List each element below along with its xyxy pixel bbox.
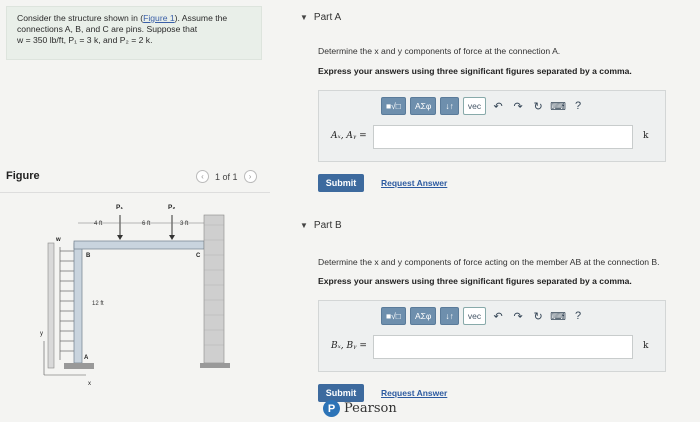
member-bc — [74, 241, 204, 249]
left-support — [48, 243, 54, 368]
caret-down-icon: ▼ — [300, 221, 308, 230]
part-a-submit-button[interactable]: Submit — [318, 174, 364, 192]
math-toolbar — [381, 307, 586, 325]
pearson-icon: P — [323, 400, 340, 417]
figure-label: Figure — [6, 170, 40, 182]
keyboard-icon[interactable]: ⌨ — [550, 310, 567, 323]
label-p2: P₂ — [168, 204, 176, 211]
redo-icon[interactable]: ↷ — [513, 310, 523, 323]
figure-pager — [196, 170, 257, 183]
label-p1: P₁ — [116, 204, 124, 211]
part-a-answer-input[interactable] — [373, 125, 633, 149]
templates-button[interactable]: ■√□ — [381, 97, 406, 115]
arrows-button[interactable]: ↓↑ — [440, 307, 459, 325]
vec-button[interactable]: vec — [463, 97, 486, 115]
pearson-logo — [323, 400, 397, 417]
caret-down-icon: ▼ — [300, 13, 308, 22]
part-a-unit: k — [643, 131, 649, 141]
figure-link[interactable]: Figure 1 — [143, 13, 175, 23]
label-a: A — [84, 355, 89, 361]
pager-text: 1 of 1 — [215, 171, 238, 182]
help-icon[interactable]: ? — [575, 310, 582, 322]
dim-3ft: 3 ft — [180, 221, 189, 227]
math-toolbar — [381, 97, 586, 115]
part-b-request-answer-link[interactable]: Request Answer — [381, 388, 448, 398]
part-a-instruction: Express your answers using three significant figures separated by a comma. — [318, 66, 632, 76]
part-b-question: Determine the x and y components of force acting on the member AB at the connection B. — [318, 257, 660, 267]
label-w: w — [56, 237, 61, 243]
part-b-unit: k — [643, 341, 649, 351]
vec-button[interactable]: vec — [463, 307, 486, 325]
distributed-load — [60, 247, 74, 360]
part-b-instruction: Express your answers using three significant figures separated by a comma. — [318, 276, 632, 286]
dim-6ft: 6 ft — [142, 221, 151, 227]
part-a-question: Determine the x and y components of force at the connection A. — [318, 46, 561, 56]
base-support — [64, 363, 94, 369]
problem-text: Consider the structure shown in ( — [17, 13, 144, 23]
problem-statement — [6, 6, 262, 60]
keyboard-icon[interactable]: ⌨ — [550, 100, 567, 113]
problem-text: ). Assume the — [174, 13, 228, 23]
divider — [0, 192, 270, 193]
right-wall — [204, 215, 224, 363]
part-b-header[interactable] — [300, 220, 342, 231]
part-b-answer-box — [318, 300, 666, 372]
label-y: y — [40, 331, 43, 337]
problem-text: w = 350 lb/ft, P₁ = 3 k, and P₂ = 2 k. — [17, 35, 153, 45]
part-b-submit-button[interactable]: Submit — [318, 384, 364, 402]
structure-figure — [40, 195, 250, 390]
part-b-title: Part B — [313, 220, 342, 231]
part-a-header[interactable] — [300, 12, 341, 23]
arrows-button[interactable]: ↓↑ — [440, 97, 459, 115]
part-a-title: Part A — [313, 12, 342, 23]
label-x: x — [88, 381, 91, 387]
point-loads — [120, 215, 172, 239]
chevron-right-icon[interactable]: › — [244, 170, 257, 183]
pearson-name: Pearson — [344, 401, 397, 416]
symbols-button[interactable]: AΣφ — [410, 307, 436, 325]
problem-text: connections A, B, and C are pins. Suppose that — [17, 24, 198, 34]
part-a-request-answer-link[interactable]: Request Answer — [381, 178, 448, 188]
part-b-answer-input[interactable] — [373, 335, 633, 359]
part-b-answer-label: Bₓ, Bᵧ = — [331, 341, 367, 351]
undo-icon[interactable]: ↶ — [493, 100, 503, 113]
part-a-answer-box — [318, 90, 666, 162]
reset-icon[interactable]: ↻ — [533, 310, 543, 323]
label-c: C — [196, 253, 201, 259]
dim-4ft: 4 ft — [94, 221, 103, 227]
undo-icon[interactable]: ↶ — [493, 310, 503, 323]
dim-12ft: 12 ft — [92, 301, 104, 307]
help-icon[interactable]: ? — [575, 100, 582, 112]
chevron-left-icon[interactable]: ‹ — [196, 170, 209, 183]
member-ab — [74, 243, 82, 363]
redo-icon[interactable]: ↷ — [513, 100, 523, 113]
label-b: B — [86, 253, 91, 259]
part-a-answer-label: Aₓ, Aᵧ = — [331, 131, 367, 141]
wall-base — [200, 363, 230, 368]
templates-button[interactable]: ■√□ — [381, 307, 406, 325]
reset-icon[interactable]: ↻ — [533, 100, 543, 113]
symbols-button[interactable]: AΣφ — [410, 97, 436, 115]
